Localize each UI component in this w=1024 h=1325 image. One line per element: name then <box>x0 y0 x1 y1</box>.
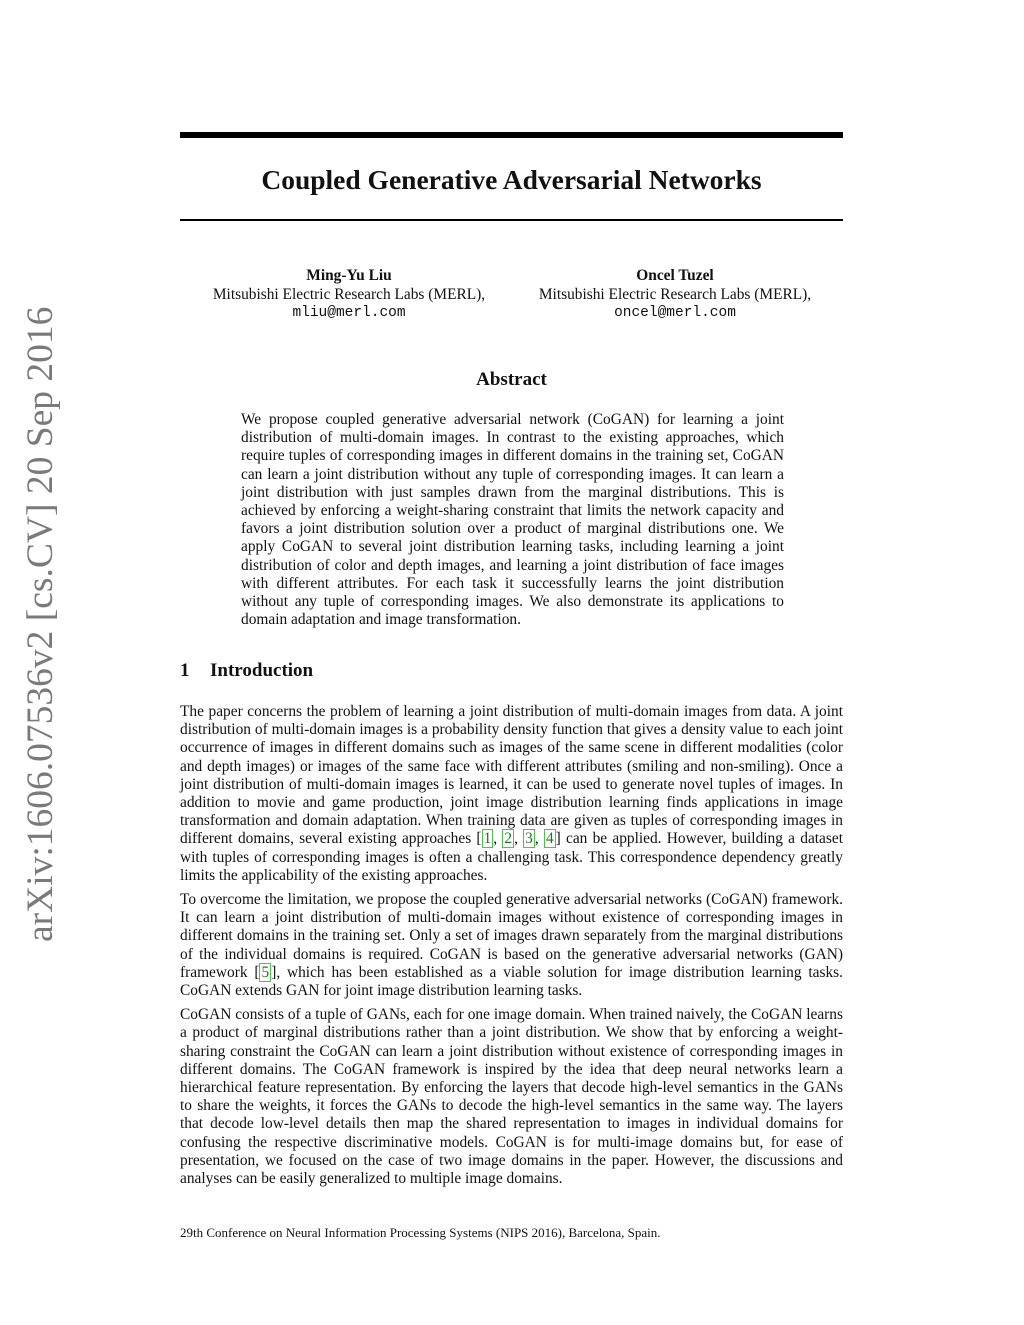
citation-link[interactable]: 1 <box>483 830 492 848</box>
author-block-1 <box>169 266 529 323</box>
author-name: Ming-Yu Liu <box>306 267 392 284</box>
paragraph-text: The paper concerns the problem of learning a joint distribution of multi-domain images from data. A joint distribution of multi-domain images is a probability density function that gives a density value to each joint occurrence of images in different domains such as images of the same scene in different modalities (color and depth images) or images of the same face with different attributes (smiling and non-smiling). Once a joint distribution of multi-domain images is learned, it can be used to generate novel tuples of images. In addition to movie and game production, joint image distribution learning finds applications in image transformation and domain adaptation. When training data are given as tuples of corresponding images in different domains, several existing approaches [ <box>180 703 843 848</box>
author-name: Oncel Tuzel <box>636 267 714 284</box>
citation-link[interactable]: 4 <box>545 830 554 848</box>
title-top-rule <box>180 132 843 138</box>
author-affiliation: Mitsubishi Electric Research Labs (MERL), <box>538 286 812 303</box>
abstract-heading: Abstract <box>476 369 547 390</box>
author-email[interactable]: mliu@merl.com <box>292 305 406 321</box>
paragraph-text: ], which has been established as a viable solution for image distribution learning tasks. CoGAN extends GAN for joint image distribution learning tasks. <box>180 963 843 1000</box>
citation-link[interactable]: 2 <box>504 830 513 848</box>
section-number: 1 <box>180 660 190 681</box>
paragraph-text: ] can be applied. However, building a dataset with tuples of corresponding images is often a challenging task. This correspondence dependency greatly limits the applicability of the existing approaches. <box>180 830 843 884</box>
paragraph-3: CoGAN consists of a tuple of GANs, each for one image domain. When trained naively, the CoGAN learns a product of marginal distributions rather than a joint distribution. We show that by enforcing a weight-sharing constraint the CoGAN can learn a joint distribution without existence of corresponding images in different domains. The CoGAN framework is inspired by the idea that deep neural networks learn a hierarchical feature representation. By enforcing the layers that decode high-level semantics in the GANs to share the weights, it forces the GANs to decode the high-level semantics in the same way. The layers that decode low-level details then map the shared representation to images in individual domains for confusing the respective discriminative models. CoGAN is for multi-image domains but, for ease of presentation, we focused on the case of two image domains in the paper. However, the discussions and analyses can be easily generalized to multiple image domains. <box>180 1006 843 1188</box>
abstract-text: We propose coupled generative adversarial network (CoGAN) for learning a joint distribution of multi-domain images. In contrast to the existing approaches, which require tuples of corresponding images in different domains in the training set, CoGAN can learn a joint distribution without any tuple of corresponding images. It can learn a joint distribution with just samples drawn from the marginal distributions. This is achieved by enforcing a weight-sharing constraint that limits the network capacity and favors a joint distribution solution over a product of marginal distributions one. We apply CoGAN to several joint distribution learning tasks, including learning a joint distribution of color and depth images, and learning a joint distribution of face images with different attributes. For each task it successfully learns the joint distribution without any tuple of corresponding images. We also demonstrate its applications to domain adaptation and image transformation. <box>241 411 784 629</box>
section-body <box>180 703 843 1194</box>
citation-link[interactable]: 5 <box>261 963 270 981</box>
author-block-2 <box>495 266 855 323</box>
paragraph-text: To overcome the limitation, we propose the coupled generative adversarial networks (CoGAN) framework. It can learn a joint distribution of multi-domain images without existence of corresponding images in different domains in the training set. Only a set of images drawn separately from the marginal distributions of the individual domains is required. CoGAN is based on the generative adversarial networks (GAN) framework [ <box>180 891 843 981</box>
paragraph-2 <box>180 891 843 1000</box>
section-title: Introduction <box>210 660 314 681</box>
paragraph-1: The paper concerns the problem of learning a joint distribution of multi-domain images from data. A joint distribution of multi-domain images is a probability density function that gives a density value to each joint occurrence of images in different domains such as images of the same scene in different modalities (color and depth images) or images of the same face with different attributes (smiling and non-smiling). Once a joint distribution of multi-domain images is learned, it can be used to generate novel tuples of images. In addition to movie and game production, joint image distribution learning finds applications in image transformation and domain adaptation. When training data are given as tuples of corresponding images in different domains, several existing approaches [ 1 , 2 , 3 , 4 ] can be applied. However, building a dataset with tuples of corresponding images is often a challenging task. This correspondence dependency greatly limits the applicability of the existing approaches. <box>180 703 843 884</box>
section-heading <box>180 660 313 682</box>
title-bottom-rule <box>180 219 843 221</box>
paper-title: Coupled Generative Adversarial Networks <box>261 164 762 195</box>
citation-link[interactable]: 3 <box>525 830 533 848</box>
conference-footnote: 29th Conference on Neural Information Processing Systems (NIPS 2016), Barcelona, Spain. <box>180 1225 661 1240</box>
author-affiliation: Mitsubishi Electric Research Labs (MERL), <box>212 286 486 303</box>
author-email[interactable]: oncel@merl.com <box>614 305 736 321</box>
arxiv-sidebar-stamp: arXiv:1606.07536v2 [cs.CV] 20 Sep 2016 <box>20 306 61 942</box>
